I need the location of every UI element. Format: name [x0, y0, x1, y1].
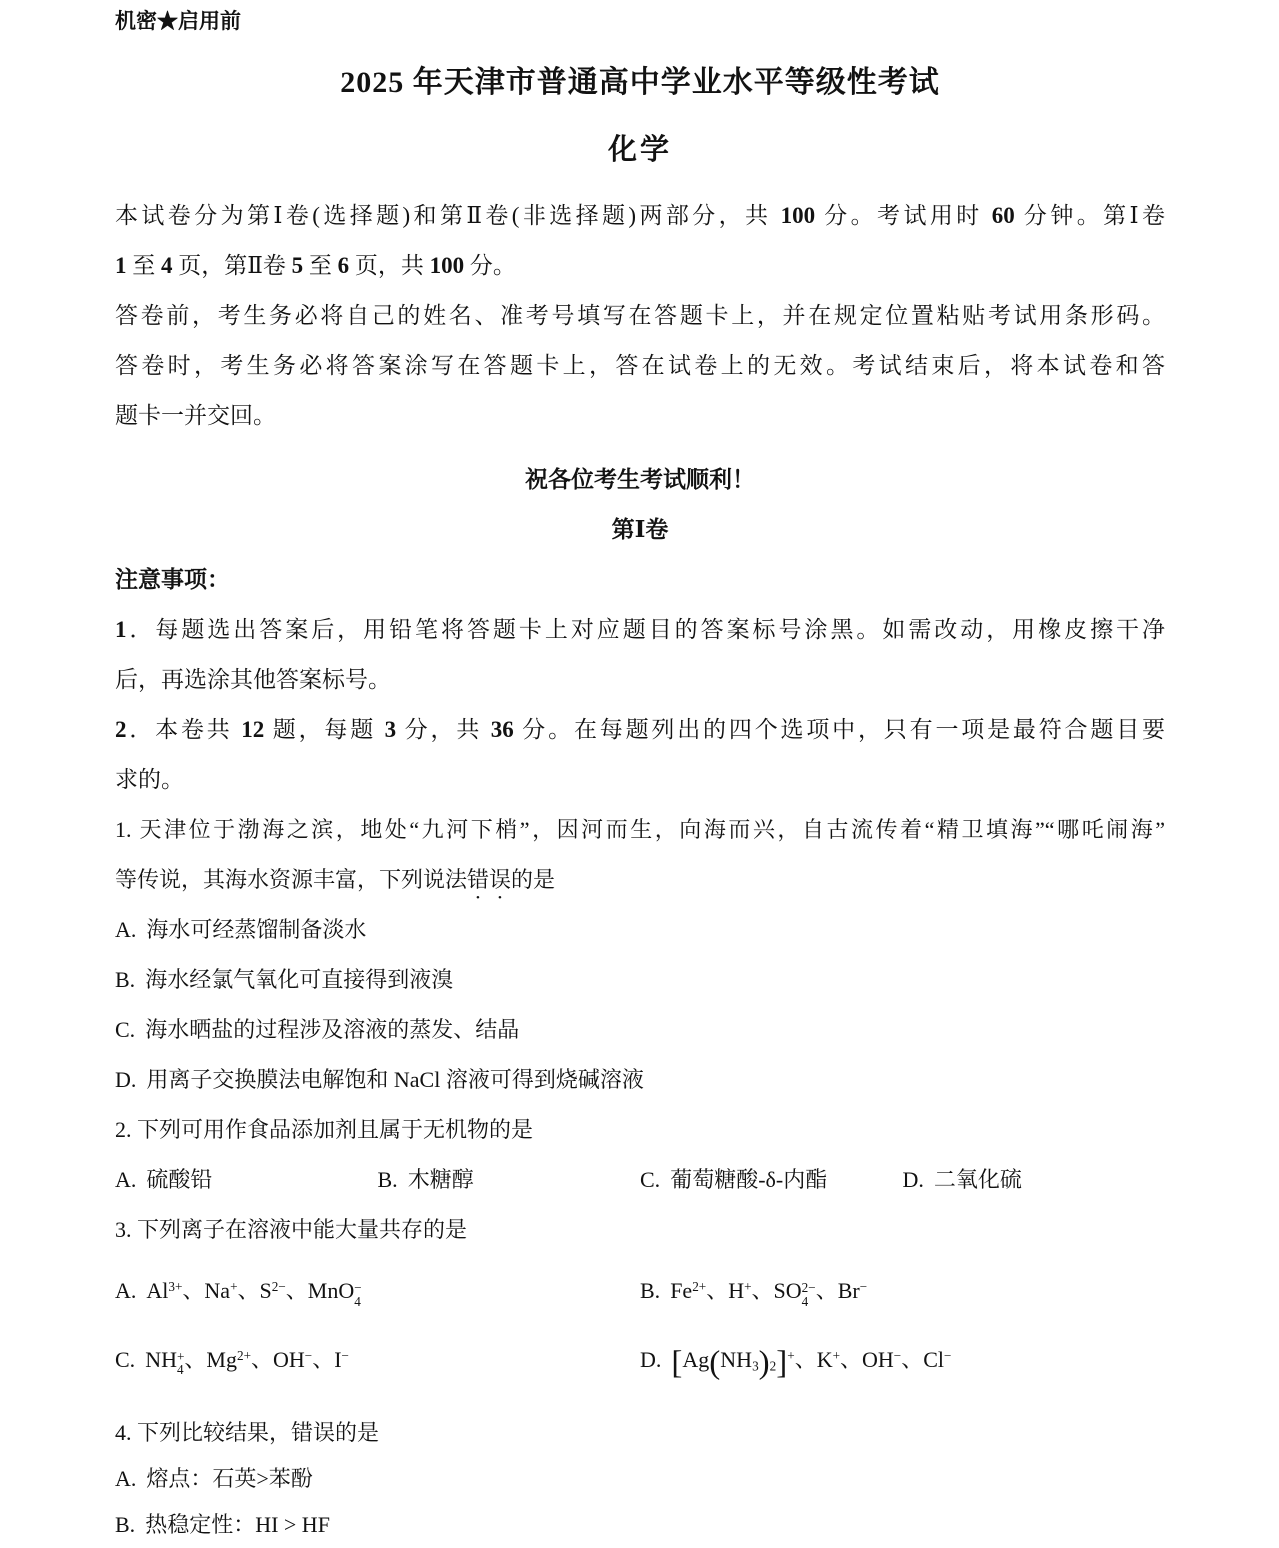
question-3-stem: 3. 下列离子在溶液中能大量共存的是 [115, 1217, 468, 1242]
option-text: 海水可经蒸馏制备淡水 [146, 917, 367, 942]
option-text: 热稳定性：HI > HF [145, 1511, 330, 1537]
question-4-option-a [115, 1456, 1165, 1502]
intro-line-1: 本试卷分为第Ⅰ卷(选择题)和第Ⅱ卷(非选择题)两部分，共 100 分。考试用时 60 分钟。第Ⅰ卷 [115, 203, 1165, 228]
option-label: A. [115, 1465, 137, 1491]
note-2 [115, 705, 1165, 805]
option-text: 海水经氯气氧化可直接得到液溴 [145, 967, 454, 992]
option-label: C. [115, 1017, 136, 1042]
option-label: B. [377, 1167, 398, 1192]
question-3-option-d [640, 1323, 1165, 1398]
question-3-option-a [115, 1255, 640, 1323]
option-label: A. [115, 1167, 137, 1192]
option-label: B. [115, 967, 136, 992]
question-2-option-a [115, 1155, 378, 1205]
option-text: 硫酸铅 [146, 1167, 213, 1192]
question-2-stem: 2. 下列可用作食品添加剂且属于无机物的是 [115, 1117, 534, 1142]
exam-title: 2025 年天津市普通高中学业水平等级性考试 [340, 66, 940, 99]
option-label: D. [902, 1167, 924, 1192]
question-1-option-b [115, 955, 1165, 1005]
question-1-stem-line-2: 等传说，其海水资源丰富，下列说法错误的是 [115, 867, 556, 892]
question-4-option-b [115, 1502, 1165, 1548]
question-3 [115, 1205, 1165, 1398]
exam-instructions [115, 191, 1165, 441]
option-text: 用离子交换膜法电解饱和 NaCl 溶液可得到烧碱溶液 [146, 1067, 644, 1092]
option-formula: $Al^{3+}$、Na+、$S^{2-}$、MnO − 4 [146, 1278, 362, 1310]
question-1-stem-line-1: 1. 天津位于渤海之滨，地处“九河下梢”，因河而生，向海而兴，自古流传着“精卫填海”“哪吒闹海” [115, 817, 1165, 842]
option-text: 熔点：石英>苯酚 [146, 1465, 313, 1491]
note-1 [115, 605, 1165, 705]
question-2-option-b [378, 1155, 641, 1205]
question-3-options-row-2 [115, 1323, 1165, 1398]
option-label: A. [115, 917, 137, 942]
section-heading: 第Ⅰ卷 [611, 517, 669, 542]
intro-line-4: 答卷时，考生务必将答案涂写在答题卡上，答在试卷上的无效。考试结束后，将本试卷和答 [115, 353, 1165, 378]
question-2 [115, 1105, 1165, 1205]
option-formula: $Fe^{2+}$、H+、SO 2− 4 、Br− [670, 1278, 868, 1310]
notes-heading: 注意事项： [115, 567, 230, 592]
question-1-option-c [115, 1005, 1165, 1055]
classification-banner: 机密★启用前 [115, 9, 241, 33]
question-3-options-row-1 [115, 1255, 1165, 1323]
note-1-line-2: 后，再选涂其他答案标号。 [115, 667, 391, 692]
option-formula: NH + 4 、$Mg^{2+}$、OH−、I− [145, 1346, 349, 1378]
option-label: D. [640, 1346, 662, 1372]
option-formula: [Ag(NH3)2]+、K+、OH−、Cl− [671, 1344, 952, 1381]
question-3-option-c [115, 1323, 640, 1398]
question-2-options-row [115, 1155, 1165, 1205]
question-2-option-d [903, 1155, 1166, 1205]
option-label: B. [115, 1511, 136, 1537]
subject-title: 化学 [607, 134, 672, 166]
option-label: B. [640, 1278, 661, 1304]
option-text: 木糖醇 [407, 1167, 474, 1192]
option-text: 葡萄糖酸-δ-内酯 [670, 1167, 828, 1192]
note-1-line-1: 1．每题选出答案后，用铅笔将答题卡上对应题目的答案标号涂黑。如需改动，用橡皮擦干净 [115, 617, 1165, 642]
intro-line-5: 题卡一并交回。 [115, 403, 276, 428]
intro-line-3: 答卷前，考生务必将自己的姓名、准考号填写在答题卡上，并在规定位置粘贴考试用条形码。 [115, 303, 1165, 328]
option-label: C. [640, 1167, 661, 1192]
question-1 [115, 805, 1165, 1105]
option-text: 二氧化硫 [933, 1167, 1022, 1192]
note-2-line-2: 求的。 [115, 767, 184, 792]
question-1-option-d [115, 1055, 1165, 1105]
option-label: D. [115, 1067, 137, 1092]
option-text: 海水晒盐的过程涉及溶液的蒸发、结晶 [145, 1017, 520, 1042]
question-4-stem: 4. 下列比较结果，错误的是 [115, 1419, 380, 1445]
intro-line-2: 1 至 4 页，第Ⅱ卷 5 至 6 页，共 100 分。 [115, 253, 516, 278]
option-label: C. [115, 1346, 136, 1372]
question-1-option-a [115, 905, 1165, 955]
question-2-option-c [640, 1155, 903, 1205]
wish-line: 祝各位考生考试顺利！ [525, 467, 755, 492]
note-2-line-1: 2．本卷共 12 题，每题 3 分，共 36 分。在每题列出的四个选项中，只有一项是最符合题目要 [115, 717, 1166, 742]
question-4 [115, 1410, 1165, 1548]
option-label: A. [115, 1278, 137, 1304]
question-3-option-b [640, 1255, 1165, 1323]
